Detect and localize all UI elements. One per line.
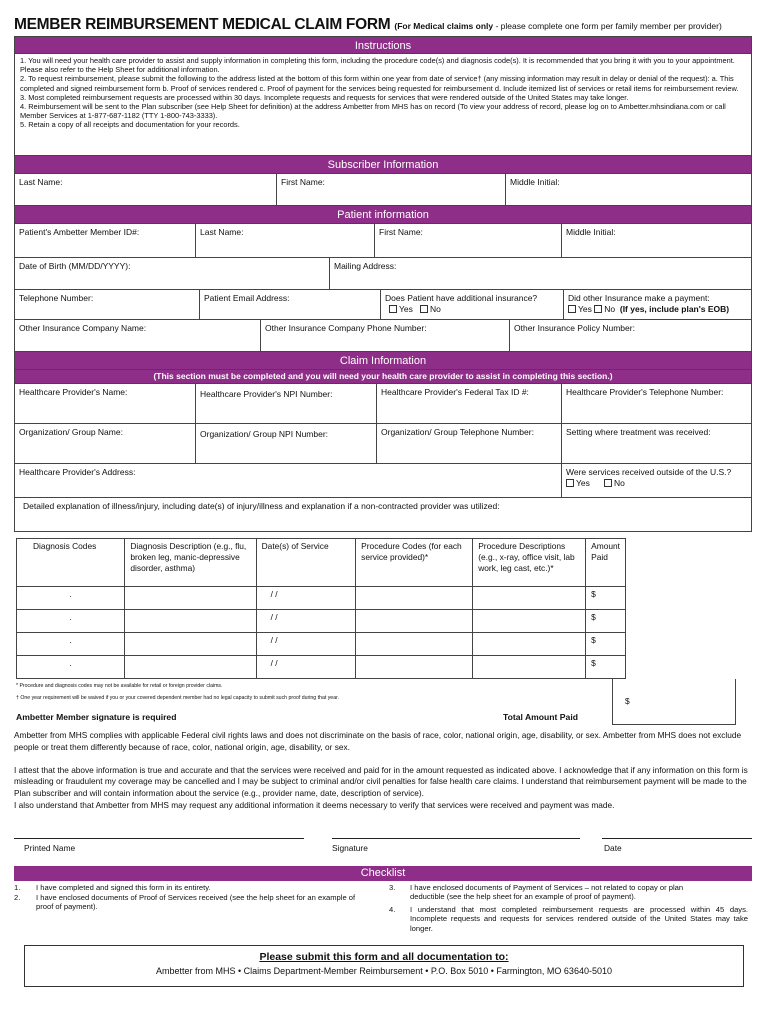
org-phone-field[interactable]: [377, 424, 562, 463]
additional-insurance-field: [381, 290, 564, 319]
patient-first-name-field[interactable]: [375, 224, 562, 257]
patient-mailing-field[interactable]: [330, 258, 751, 289]
patient-email-field[interactable]: [200, 290, 381, 319]
patient-last-name-field[interactable]: [196, 224, 375, 257]
date-slashes: / /: [270, 658, 278, 668]
patient-row-4: [14, 320, 752, 352]
claim-form: [14, 14, 752, 987]
procedure-description-cell[interactable]: [473, 610, 586, 633]
detailed-explanation-field[interactable]: [15, 498, 751, 531]
procedure-code-cell[interactable]: [356, 633, 473, 656]
instruction-2: 2. To request reimbursement, please submit the following to the address listed at the bottom of this form within one year from date of service† (any missing information may result in delay or denial of the request): a. This completed and signed reimbursement form b. Proof of services rendered c. Proof of payment for the services being requested for reimbursement d. Include itemized list of services or retail items for reimbursement review.: [20, 74, 739, 93]
footnote-one-year: † One year requirement will be waived if you or your covered dependent member had no legal capacity to submit such proof during that year.: [16, 695, 339, 701]
other-insurance-payment-options: [568, 304, 747, 315]
date-cell[interactable]: [256, 587, 356, 610]
provider-npi-label: Healthcare Provider's NPI Number:: [200, 389, 333, 399]
subscriber-middle-initial-label: Middle Initial:: [510, 177, 560, 187]
additional-insurance-options: [385, 304, 559, 315]
patient-member-id-field[interactable]: [15, 224, 196, 257]
other-company-field[interactable]: [15, 320, 261, 351]
checklist-num-2: 2.: [14, 892, 21, 902]
date-slashes: / /: [270, 635, 278, 645]
provider-phone-label: Healthcare Provider's Telephone Number:: [566, 387, 724, 397]
patient-row-3: [14, 290, 752, 320]
diagnosis-table: [16, 538, 626, 679]
outside-us-field: [562, 464, 751, 497]
additional-insurance-no-label: No: [429, 304, 441, 314]
org-phone-label: Organization/ Group Telephone Number:: [381, 427, 534, 437]
checklist-heading: Checklist: [14, 866, 752, 881]
table-row: [17, 610, 626, 633]
checklist-item-1: I have completed and signed this form in its entirety.: [36, 882, 211, 892]
provider-address-label: Healthcare Provider's Address:: [19, 467, 136, 477]
attestation-text-2: I also understand that Ambetter from MHS may request any additional information it deems necessary to verify that services were received and payment was made.: [14, 799, 615, 810]
outside-us-no-checkbox[interactable]: [604, 479, 612, 487]
subscriber-first-name-field[interactable]: [277, 174, 506, 205]
date-cell[interactable]: [256, 610, 356, 633]
diagnosis-table-header: [17, 539, 626, 587]
form-title-row: [14, 14, 752, 36]
patient-last-name-label: Last Name:: [200, 227, 244, 237]
org-name-field[interactable]: [15, 424, 196, 463]
patient-dob-label: Date of Birth (MM/DD/YYYY):: [19, 261, 131, 271]
provider-npi-field[interactable]: [196, 384, 377, 423]
form-title: MEMBER REIMBURSEMENT MEDICAL CLAIM FORM: [14, 16, 391, 33]
other-insurance-payment-label: Did other Insurance make a payment:: [568, 293, 710, 303]
other-policy-field[interactable]: [510, 320, 751, 351]
amount-cell[interactable]: [586, 656, 626, 679]
org-name-label: Organization/ Group Name:: [19, 427, 123, 437]
procedure-code-cell[interactable]: [356, 610, 473, 633]
col-dates-of-service: Date(s) of Service: [256, 539, 356, 587]
subscriber-heading: Subscriber Information: [14, 156, 752, 174]
footnote-procedure: * Procedure and diagnosis codes may not be available for retail or foreign provider claims.: [16, 683, 223, 689]
dollar-sign: $: [591, 635, 596, 645]
date-line[interactable]: [602, 838, 752, 839]
dollar-sign: $: [591, 612, 596, 622]
dollar-sign: $: [591, 589, 596, 599]
patient-dob-field[interactable]: [15, 258, 330, 289]
patient-heading: Patient information: [14, 206, 752, 224]
other-company-label: Other Insurance Company Name:: [19, 323, 147, 333]
printed-name-line[interactable]: [14, 838, 304, 839]
procedure-description-cell[interactable]: [473, 633, 586, 656]
nondiscrimination-notice: Ambetter from MHS complies with applicable Federal civil rights laws and does not discriminate on the basis of race, color, national origin, age, disability, or sex. Ambetter from MHS does not exclude people or treat them differently because of race, color, national origin, age, disability, or sex.: [14, 730, 742, 752]
claim-subheading: (This section must be completed and you will need your health care provider to assist in completing this section.): [14, 370, 752, 384]
procedure-code-cell[interactable]: [356, 587, 473, 610]
date-slashes: / /: [270, 612, 278, 622]
org-npi-label: Organization/ Group NPI Number:: [200, 429, 329, 439]
date-cell[interactable]: [256, 633, 356, 656]
instruction-3: 3. Most completed reimbursement requests are processed within 30 days. Incomplete requests and requests for services that were rendered outside of the United States may take longer.: [20, 92, 629, 102]
col-procedure-descriptions: Procedure Descriptions (e.g., x-ray, office visit, lab work, leg cast, etc.)*: [473, 539, 586, 587]
subscriber-middle-initial-field[interactable]: [506, 174, 751, 205]
amount-cell[interactable]: [586, 610, 626, 633]
table-row: [17, 633, 626, 656]
outside-us-options: [566, 478, 747, 489]
diagnosis-code-cell[interactable]: [17, 656, 125, 679]
code-dot: .: [69, 612, 72, 622]
instruction-5: 5. Retain a copy of all receipts and documentation for your records.: [20, 120, 240, 130]
dollar-sign: $: [591, 658, 596, 668]
subscriber-row: [14, 174, 752, 206]
diagnosis-description-cell[interactable]: [125, 610, 256, 633]
table-row: [17, 656, 626, 679]
form-subtitle: (For Medical claims only - please complete one form per family member per provider): [394, 21, 722, 31]
date-label: Date: [604, 842, 622, 853]
diagnosis-description-cell[interactable]: [125, 587, 256, 610]
outside-us-no-label: No: [614, 478, 625, 488]
total-amount-box[interactable]: [612, 679, 736, 725]
instruction-1: 1. You will need your health care provider to assist and supply information in completing this form, including the procedure code(s) and diagnosis code(s). It is recommended that you bring it with you to your appointment. Please also refer to the Help Sheet for additional information.: [20, 56, 735, 75]
outside-us-yes-label: Yes: [576, 478, 590, 488]
provider-tax-label: Healthcare Provider's Federal Tax ID #:: [381, 387, 529, 397]
checklist-num-1: 1.: [14, 882, 21, 892]
subscriber-first-name-label: First Name:: [281, 177, 325, 187]
patient-first-name-label: First Name:: [379, 227, 423, 237]
patient-middle-initial-field[interactable]: [562, 224, 751, 257]
provider-name-label: Healthcare Provider's Name:: [19, 387, 128, 397]
claim-row-4: [14, 498, 752, 532]
subscriber-last-name-label: Last Name:: [19, 177, 63, 187]
patient-mailing-label: Mailing Address:: [334, 261, 397, 271]
checklist-num-3: 3.: [389, 882, 396, 892]
diagnosis-description-cell[interactable]: [125, 656, 256, 679]
setting-label: Setting where treatment was received:: [566, 427, 711, 437]
additional-insurance-yes-label: Yes: [399, 304, 413, 314]
signature-required: Ambetter Member signature is required: [16, 712, 177, 722]
org-npi-field[interactable]: [196, 424, 377, 463]
provider-tax-field[interactable]: [377, 384, 562, 423]
claim-heading: Claim Information: [14, 352, 752, 370]
table-row: [17, 587, 626, 610]
procedure-description-cell[interactable]: [473, 656, 586, 679]
instruction-4: 4. Reimbursement will be sent to the Plan subscriber (see Help Sheet for definition) at the address Ambetter from MHS has on record (To view your address of record, please log on to Ambetter.mhsindiana.com or call Member Services at 1-877-687-1182 (TTY 1-800-743-3333).: [20, 102, 726, 121]
additional-insurance-label: Does Patient have additional insurance?: [385, 293, 538, 303]
patient-member-id-label: Patient's Ambetter Member ID#:: [19, 227, 140, 237]
additional-insurance-no-checkbox[interactable]: [420, 305, 428, 313]
total-amount-label: Total Amount Paid: [503, 712, 578, 722]
patient-row-1: [14, 224, 752, 258]
other-company-phone-label: Other Insurance Company Phone Number:: [265, 323, 427, 333]
other-payment-yes-checkbox[interactable]: [568, 305, 576, 313]
submit-heading: Please submit this form and all documentation to:: [259, 950, 509, 963]
claim-row-2: [14, 424, 752, 464]
procedure-code-cell[interactable]: [356, 656, 473, 679]
other-policy-label: Other Insurance Policy Number:: [514, 323, 635, 333]
checklist-item-2: I have enclosed documents of Proof of Services received (see the help sheet for an example of proof of payment).: [36, 892, 356, 912]
checklist-item-3: I have enclosed documents of Payment of Services – not related to copay or plan deductible (see the help sheet for an example of proof of payment).: [410, 882, 684, 902]
other-payment-yes-label: Yes: [578, 304, 592, 314]
provider-address-field[interactable]: [15, 464, 562, 497]
date-slashes: / /: [270, 589, 278, 599]
instructions-text: [14, 54, 752, 156]
amount-cell[interactable]: [586, 587, 626, 610]
claim-row-1: [14, 384, 752, 424]
diagnosis-code-cell[interactable]: [17, 610, 125, 633]
attestation-text: I attest that the above information is true and accurate and that the services were received and paid for in the amount requested as indicated above. I acknowledge that if any information on this form is misleading or fraudulent my coverage may be cancelled and I may be subject to criminal and/or civil penalties for false health care claims. I understand that reimbursement payment will be made to the Plan subscriber and will contain information about the service (e.g., provider name, date, description of service).: [14, 764, 748, 799]
instructions-heading: Instructions: [14, 36, 752, 54]
other-payment-no-label: No: [604, 304, 616, 314]
diagnosis-code-cell[interactable]: [17, 633, 125, 656]
col-procedure-codes: Procedure Codes (for each service provided)*: [356, 539, 473, 587]
table-footer: [14, 679, 752, 729]
col-diagnosis-codes: Diagnosis Codes: [17, 539, 125, 587]
col-amount-paid: Amount Paid: [586, 539, 626, 587]
checklist-num-4: 4.: [389, 904, 396, 914]
signature-label: Signature: [332, 842, 368, 853]
submit-address: Ambetter from MHS • Claims Department-Member Reimbursement • P.O. Box 5010 • Farmington, MO 63640-5010: [156, 965, 612, 976]
patient-phone-label: Telephone Number:: [19, 293, 94, 303]
patient-row-2: [14, 258, 752, 290]
checklist-items: [14, 881, 752, 945]
provider-name-field[interactable]: [15, 384, 196, 423]
code-dot: .: [69, 658, 72, 668]
code-dot: .: [69, 635, 72, 645]
amount-cell[interactable]: [586, 633, 626, 656]
procedure-description-cell[interactable]: [473, 587, 586, 610]
submit-box: [24, 945, 744, 987]
patient-phone-field[interactable]: [15, 290, 200, 319]
col-diagnosis-description: Diagnosis Description (e.g., flu, broken leg, manic-depressive disorder, asthma): [125, 539, 256, 587]
patient-middle-initial-label: Middle Initial:: [566, 227, 616, 237]
signature-line[interactable]: [332, 838, 580, 839]
outside-us-yes-checkbox[interactable]: [566, 479, 574, 487]
patient-email-label: Patient Email Address:: [204, 293, 290, 303]
other-company-phone-field[interactable]: [261, 320, 510, 351]
claim-row-3: [14, 464, 752, 498]
diagnosis-description-cell[interactable]: [125, 633, 256, 656]
additional-insurance-yes-checkbox[interactable]: [389, 305, 397, 313]
setting-field[interactable]: [562, 424, 751, 463]
printed-name-label: Printed Name: [24, 842, 76, 853]
other-insurance-payment-field: [564, 290, 751, 319]
provider-phone-field[interactable]: [562, 384, 751, 423]
subscriber-last-name-field[interactable]: [15, 174, 277, 205]
checklist-item-4: I understand that most completed reimbursement requests are processed within 45 days. Incomplete requests and requests for services rendered outside of the United States may take longer.: [410, 904, 748, 933]
code-dot: .: [69, 589, 72, 599]
outside-us-label: Were services received outside of the U.S.?: [566, 467, 732, 477]
total-dollar-sign: $: [625, 696, 630, 706]
eob-note: (If yes, include plan's EOB): [619, 304, 730, 314]
other-payment-no-checkbox[interactable]: [594, 305, 602, 313]
detailed-explanation-label: Detailed explanation of illness/injury, including date(s) of injury/illness and explanation if a non-contracted provider was utilized:: [23, 501, 500, 511]
date-cell[interactable]: [256, 656, 356, 679]
signature-section: [14, 812, 752, 866]
diagnosis-code-cell[interactable]: [17, 587, 125, 610]
